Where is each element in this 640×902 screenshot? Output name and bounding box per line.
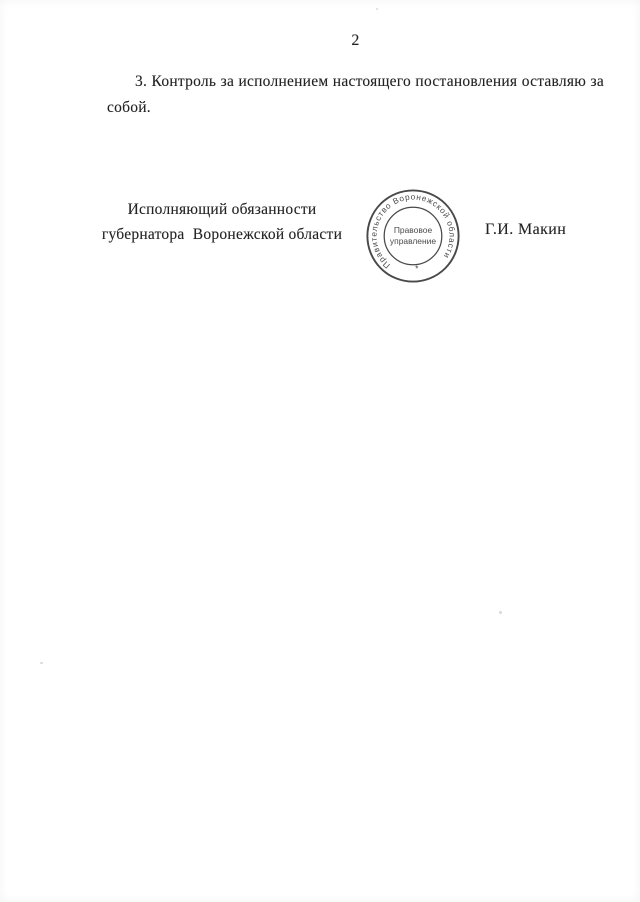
signature-title-line-2: губернатора Воронежской области: [101, 226, 343, 243]
scan-speck: [376, 8, 378, 10]
stamp-seal-icon: [365, 188, 461, 284]
stamp-center-text-line-1: Правовое: [393, 225, 433, 236]
scan-speck: [499, 611, 502, 614]
scan-speck: [40, 662, 43, 664]
stamp-star-icon: *: [414, 263, 420, 274]
page-number: 2: [351, 32, 360, 49]
stamp-center-text-line-2: управление: [389, 236, 437, 247]
signer-name: Г.И. Макин: [485, 221, 567, 238]
paragraph-line-2: собой.: [107, 99, 151, 116]
stamp-ring-text: Правительство Воронежской области: [369, 192, 457, 271]
body-paragraph: [107, 69, 604, 121]
signature-title-line-1: Исполняющий обязанности: [127, 201, 317, 218]
paragraph-line-1: 3. Контроль за исполнением настоящего постановления оставляю за: [135, 73, 604, 90]
signature-title: [97, 197, 347, 247]
official-round-stamp: [365, 188, 461, 284]
